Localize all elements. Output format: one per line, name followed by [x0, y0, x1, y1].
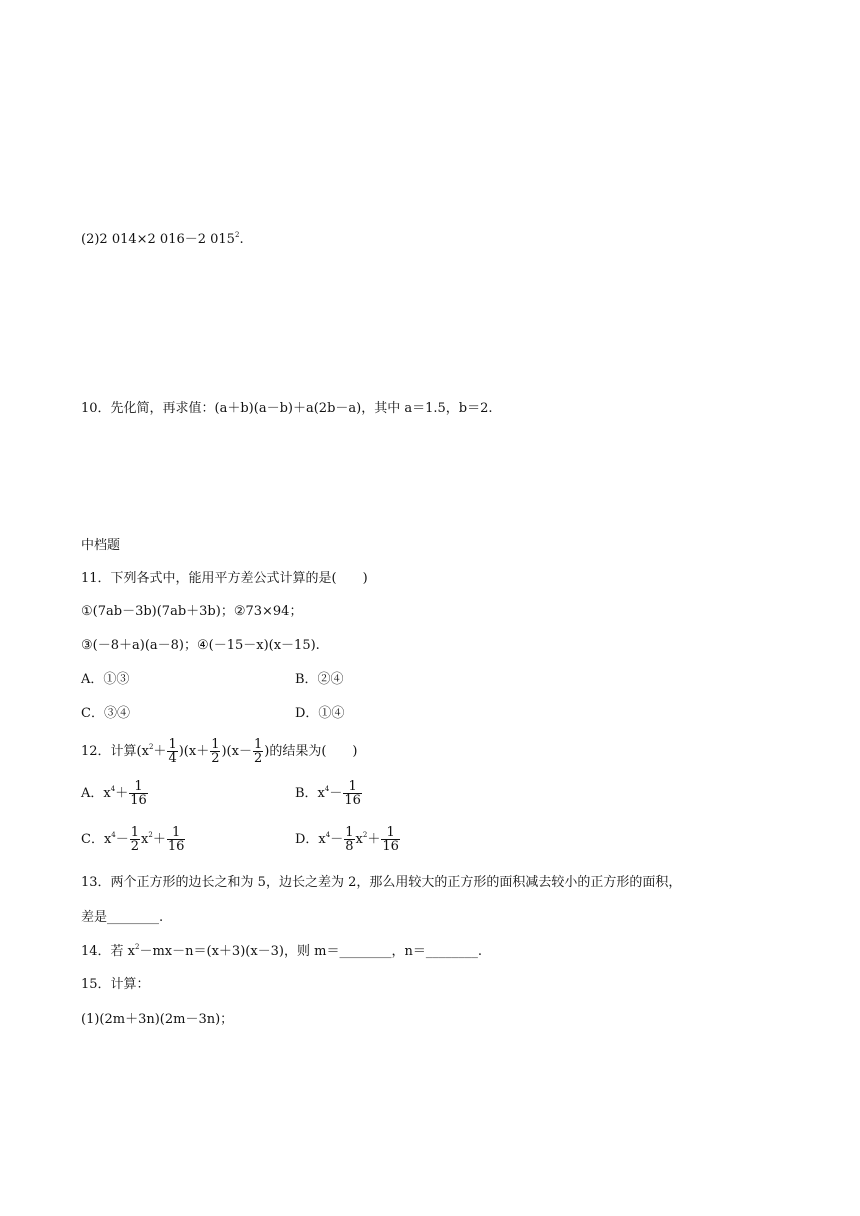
section-heading: 中档题 — [81, 538, 121, 553]
question-12-stem: 12．计算($x^2+$ $\frac{1}{4}$ )(x＋ $\frac{1}{2}$ )(x－ $\frac{1}{2}$ )的结果为( ) — [81, 737, 358, 766]
fraction: $\frac{1}{4}$ — [168, 737, 177, 766]
fraction: $\frac{1}{2}$ — [211, 737, 220, 766]
question-10: 10．先化简，再求值：(a＋b)(a－b)＋a(2b－a)，其中 a＝1.5，b＝2. — [81, 401, 493, 416]
question-12-option-d: D．$x^4-$ $\frac{1}{8}$ $x^2+$ $\frac{1}{16}$ — [295, 825, 399, 854]
question-15-part-1: (1)(2m＋3n)(2m－3n)； — [81, 1012, 234, 1027]
fraction: $\frac{1}{16}$ — [382, 825, 399, 854]
question-12-option-c: C．$x^4-$ $\frac{1}{2}$ $x^2+$ $\frac{1}{16}$ — [81, 825, 185, 854]
question-11-option-c: C．③④ — [81, 706, 130, 721]
question-11-line-1: ①(7ab－3b)(7ab＋3b)；②73×94； — [81, 604, 303, 619]
question-13-line-2: 差是________. — [81, 910, 164, 925]
question-14: 14．若 $x^2-mx-n=(x+3)(x-3)$，则 m＝________，n＝________. — [81, 943, 482, 959]
question-11-option-a: A．①③ — [81, 672, 130, 687]
fraction: $\frac{1}{8}$ — [345, 825, 354, 854]
question-11-line-2: ③(－8＋a)(a－8)；④(－15－x)(x－15). — [81, 638, 320, 653]
fraction: $\frac{1}{2}$ — [130, 825, 140, 854]
question-12-option-b: B．$x^4-$ $\frac{1}{16}$ — [295, 779, 361, 808]
question-11-option-d: D．①④ — [295, 706, 345, 721]
question-11-stem: 11．下列各式中，能用平方差公式计算的是( ) — [81, 571, 368, 586]
question-11-option-b: B．②④ — [295, 672, 344, 687]
question-12-option-a: A．$x^4+$ $\frac{1}{16}$ — [81, 779, 147, 808]
question-9-part-2: (2)2 014×2 016－2 $015^2$. — [81, 231, 244, 247]
question-13-line-1: 13．两个正方形的边长之和为 5，边长之差为 2，那么用较大的正方形的面积减去较小的正方形的面积， — [81, 875, 682, 890]
fraction: $\frac{1}{2}$ — [253, 737, 263, 766]
fraction: $\frac{1}{16}$ — [130, 779, 147, 808]
fraction: $\frac{1}{16}$ — [167, 825, 185, 854]
fraction: $\frac{1}{16}$ — [344, 779, 361, 808]
question-15-stem: 15．计算： — [81, 977, 150, 992]
